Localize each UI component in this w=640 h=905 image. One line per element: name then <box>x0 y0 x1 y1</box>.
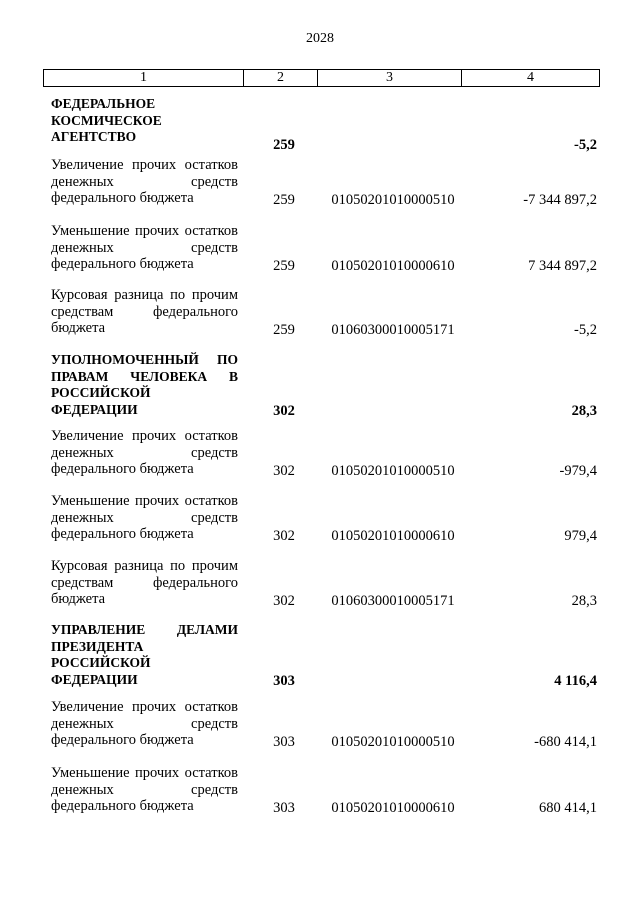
table-row <box>0 493 640 545</box>
amount: -979,4 <box>559 463 597 479</box>
table-row <box>0 223 640 275</box>
table-row <box>0 558 640 610</box>
budget-classification-code: 01050201010000610 <box>331 258 455 274</box>
section-title: УПОЛНОМОЧЕННЫЙ ПО ПРАВАМ ЧЕЛОВЕКА В РОССИЙСКОЙ ФЕДЕРАЦИИ <box>51 352 238 417</box>
admin-code: 302 <box>273 403 295 419</box>
admin-code: 259 <box>273 137 295 153</box>
budget-classification-code: 01050201010000510 <box>331 192 455 208</box>
budget-classification-code: 01060300010005171 <box>331 322 455 338</box>
amount: -680 414,1 <box>534 734 597 750</box>
budget-classification-code: 01050201010000510 <box>331 734 455 750</box>
column-header-1: 1 <box>44 70 244 87</box>
section-row <box>0 96 640 154</box>
column-header-3: 3 <box>318 70 462 87</box>
amount: 979,4 <box>564 528 597 544</box>
admin-code: 303 <box>273 734 295 750</box>
column-header-4: 4 <box>462 70 600 87</box>
admin-code: 302 <box>273 463 295 479</box>
amount: -7 344 897,2 <box>523 192 597 208</box>
table-row <box>0 157 640 209</box>
admin-code: 302 <box>273 593 295 609</box>
admin-code: 303 <box>273 673 295 689</box>
column-header-2: 2 <box>244 70 318 87</box>
page-number: 2028 <box>306 31 334 46</box>
amount: -5,2 <box>574 137 597 153</box>
row-label: Увеличение прочих остатков денежных средств федерального бюджета <box>51 157 238 207</box>
admin-code: 302 <box>273 528 295 544</box>
row-label: Увеличение прочих остатков денежных средств федерального бюджета <box>51 699 238 749</box>
amount: 28,3 <box>571 593 597 609</box>
table-row <box>0 765 640 817</box>
amount: 28,3 <box>571 403 597 419</box>
section-title: ФЕДЕРАЛЬНОЕ КОСМИЧЕСКОЕ АГЕНТСТВО <box>51 96 162 144</box>
budget-classification-code: 01050201010000510 <box>331 463 455 479</box>
row-label: Уменьшение прочих остатков денежных средств федерального бюджета <box>51 765 238 815</box>
budget-classification-code: 01050201010000610 <box>331 800 455 816</box>
row-label: Курсовая разница по прочим средствам федерального бюджета <box>51 287 238 337</box>
row-label: Курсовая разница по прочим средствам федерального бюджета <box>51 558 238 608</box>
admin-code: 259 <box>273 258 295 274</box>
admin-code: 259 <box>273 192 295 208</box>
section-title: УПРАВЛЕНИЕ ДЕЛАМИ ПРЕЗИДЕНТА РОССИЙСКОЙ ФЕДЕРАЦИИ <box>51 622 238 687</box>
budget-classification-code: 01060300010005171 <box>331 593 455 609</box>
table-row <box>0 699 640 751</box>
amount: 7 344 897,2 <box>528 258 597 274</box>
admin-code: 259 <box>273 322 295 338</box>
amount: 680 414,1 <box>539 800 597 816</box>
table-row <box>0 428 640 480</box>
table-row <box>0 287 640 339</box>
column-header-row <box>44 70 600 87</box>
section-row <box>0 622 640 690</box>
section-row <box>0 352 640 420</box>
amount: 4 116,4 <box>554 673 597 689</box>
amount: -5,2 <box>574 322 597 338</box>
budget-classification-code: 01050201010000610 <box>331 528 455 544</box>
row-label: Уменьшение прочих остатков денежных средств федерального бюджета <box>51 223 238 273</box>
admin-code: 303 <box>273 800 295 816</box>
column-header-table <box>43 69 600 87</box>
row-label: Увеличение прочих остатков денежных средств федерального бюджета <box>51 428 238 478</box>
row-label: Уменьшение прочих остатков денежных средств федерального бюджета <box>51 493 238 543</box>
